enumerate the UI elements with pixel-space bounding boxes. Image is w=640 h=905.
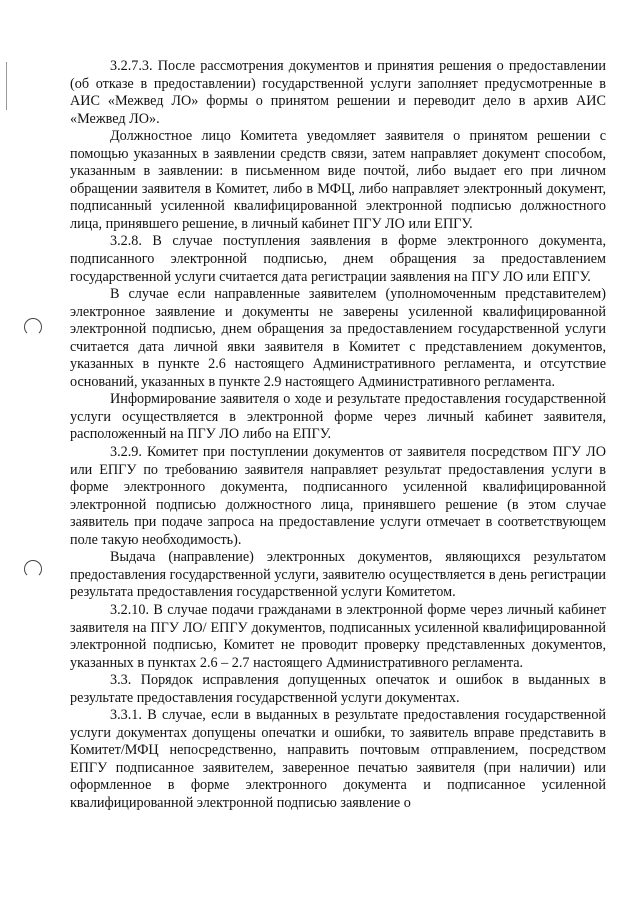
paragraph-3-2-10: 3.2.10. В случае подачи гражданами в электронной форме через личный кабинет заявителя на ПГУ ЛО/ ЕПГУ документов, подписанных усиленной квалифицированной электронной подписью, Комитет не проводит проверку представленных документов, указанных в пунктах 2.6 – 2.7 настоящего Административного регламента. [70,601,606,671]
paragraph-3-2-8: 3.2.8. В случае поступления заявления в форме электронного документа, подписанного электронной подписью, днем обращения за предоставлением государственной услуги считается дата регистрации заявления на ПГУ ЛО или ЕПГУ. [70,233,606,285]
document-body [70,58,606,813]
paragraph-3-2-9: 3.2.9. Комитет при поступлении документов от заявителя посредством ПГУ ЛО или ЕПГУ по требованию заявителя направляет результат предоставления услуги в форме электронного документа, подписанного усиленной квалифицированной электронной подписью должностного лица, принявшего решение (в этом случае заявитель при подаче запроса на предоставление услуги отмечает в соответствующем поле такую необходимость). [70,444,606,548]
paragraph-3-2-7-3: 3.2.7.3. После рассмотрения документов и принятия решения о предоставлении (об отказе в предоставлении) государственной услуги заполняет предусмотренные в АИС «Межвед ЛО» формы о принятом решении и переводит дело в архив АИС «Межвед ЛО». [70,58,606,127]
scan-edge-mark [6,62,7,110]
paragraph-notification: Должностное лицо Комитета уведомляет заявителя о принятом решении с помощью указанных в заявлении средств связи, затем направляет документ способом, указанным в заявлении: в письменном виде почтой, либо выдает его при личном обращении заявителя в Комитет, либо в МФЦ, либо направляет электронный документ, подписанный усиленной квалифицированной электронной подписью должностного лица, принявшего решение, в личный кабинет ПГУ ЛО или ЕПГУ. [70,128,606,232]
paragraph-issuance: Выдача (направление) электронных документов, являющихся результатом предоставления государственной услуги, заявителю осуществляется в день регистрации результата предоставления государственной услуги Комитетом. [70,549,606,601]
punch-hole-mark [24,560,42,578]
paragraph-unsigned-case: В случае если направленные заявителем (уполномоченным представителем) электронное заявление и документы не заверены усиленной квалифицированной электронной подписью, днем обращения за предоставлением государственной услуги считается дата личной явки заявителя в Комитет с представлением документов, указанных в пункте 2.6 настоящего Административного регламента, и отсутствие оснований, указанных в пункте 2.9 настоящего Административного регламента. [70,286,606,390]
paragraph-3-3-1: 3.3.1. В случае, если в выданных в результате предоставления государственной услуги документах допущены опечатки и ошибки, то заявитель вправе представить в Комитет/МФЦ непосредственно, направить почтовым отправлением, посредством ЕПГУ подписанное заявителем, заверенное печатью заявителя (при наличии) или оформленное в форме электронного документа и подписанное усиленной квалифицированной электронной подписью заявление о [70,707,606,811]
paragraph-informing: Информирование заявителя о ходе и результате предоставления государственной услуги осуществляется в электронной форме через личный кабинет заявителя, расположенный на ПГУ ЛО либо на ЕПГУ. [70,391,606,443]
punch-hole-mark [24,318,42,336]
paragraph-3-3: 3.3. Порядок исправления допущенных опечаток и ошибок в выданных в результате предоставления государственной услуги документах. [70,672,606,706]
